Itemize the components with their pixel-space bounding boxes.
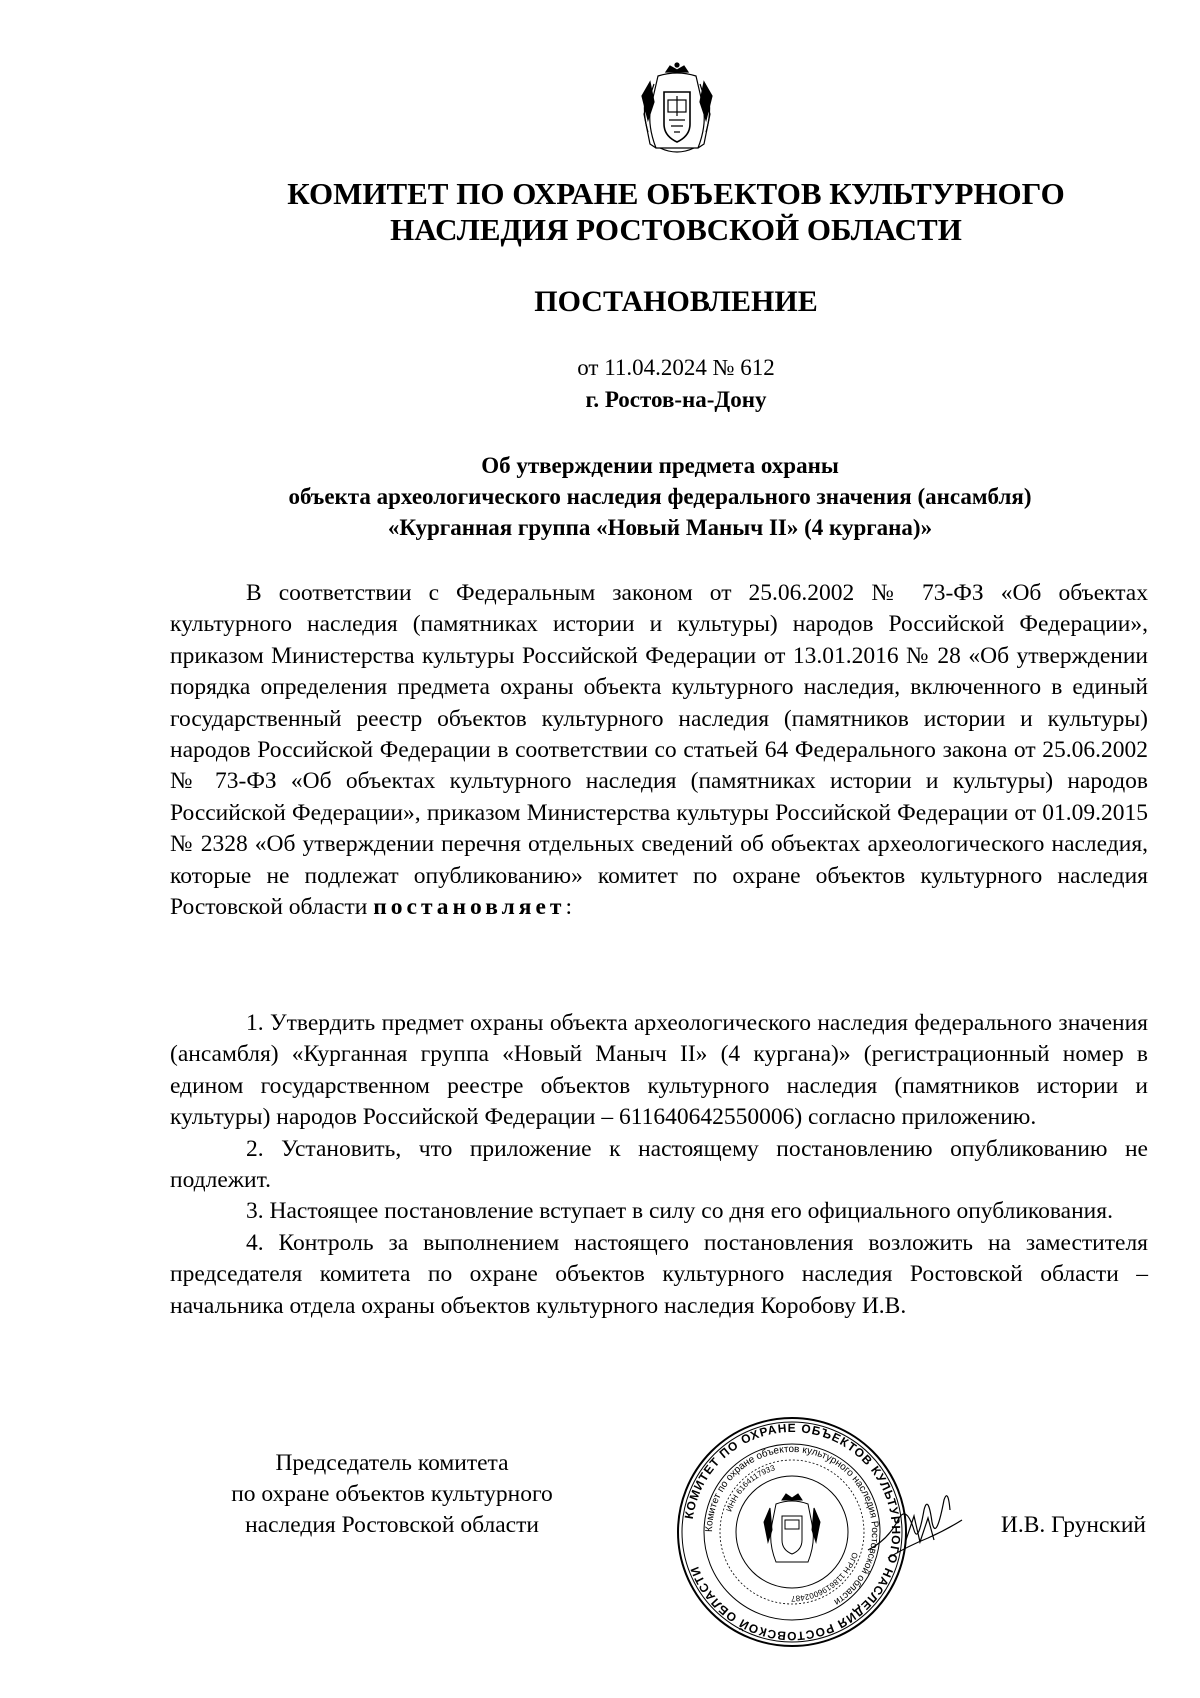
signatory-position-line-2: по охране объектов культурного xyxy=(231,1481,553,1507)
seal-inner-text: Комитет по охране объектов культурного наследия Ростовской области xyxy=(703,1443,881,1608)
preamble-text: В соответствии с Федеральным законом от 25.06.2002 № 73-ФЗ «Об объектах культурного наследия (памятниках истории и культуры) народов Российской Федерации», приказом Министерства культуры Российской Федерации от 13.01.2016 № 28 «Об утверждении порядка определения предмета охраны объекта культурного наследия, включенного в единый государственный реестр объектов культурного наследия (памятников истории и культуры) народов Российской Федерации в соответствии со статьей 64 Федерального закона от 25.06.2002 № 73-ФЗ «Об объектах культурного наследия (памятниках истории и культуры) народов Российской Федерации», приказом Министерства культуры Российской Федерации от 01.09.2015 № 2328 «Об утверждении перечня отдельных сведений об объектах археологического наследия, которые не подлежат опубликованию» комитет по охране объектов культурного наследия Ростовской области xyxy=(170,580,1148,921)
resolution-items xyxy=(170,1008,1148,1322)
seal-outer-text: КОМИТЕТ ПО ОХРАНЕ ОБЪЕКТОВ КУЛЬТУРНОГО НАСЛЕДИЯ РОСТОВСКОЙ ОБЛАСТИ xyxy=(681,1420,904,1644)
organization-name-line-2: НАСЛЕДИЯ РОСТОВСКОЙ ОБЛАСТИ xyxy=(390,212,962,247)
document-title xyxy=(150,450,1170,543)
preamble-colon: : xyxy=(565,894,573,921)
organization-name-line-1: КОМИТЕТ ПО ОХРАНЕ ОБЪЕКТОВ КУЛЬТУРНОГО xyxy=(287,176,1065,211)
seal-inn-text: ИНН 6164117933 xyxy=(724,1463,777,1513)
resolution-item-4: 4. Контроль за выполнением настоящего постановления возложить на заместителя председателя комитета по охране объектов культурного наследия Ростовской области – начальника отдела охраны объектов культурного наследия Коробову И.В. xyxy=(170,1229,1148,1319)
signatory-name: И.В. Грунский xyxy=(1000,1512,1146,1538)
seal-ogrn-text: ОГРН 1186196002487 xyxy=(790,1551,860,1604)
preamble-section xyxy=(170,578,1148,923)
resolves-word: постановляет xyxy=(373,894,566,921)
organization-name xyxy=(250,176,1102,248)
preamble-paragraph xyxy=(170,578,1148,923)
resolution-item-3: 3. Настоящее постановление вступает в силу со дня его официального опубликования. xyxy=(246,1198,1113,1225)
signatory-position-line-1: Председатель комитета xyxy=(275,1450,509,1476)
document-type: ПОСТАНОВЛЕНИЕ xyxy=(534,285,818,318)
signatory-position-line-3: наследия Ростовской области xyxy=(245,1512,539,1538)
svg-text:Комитет по охране объектов кул xyxy=(704,1444,880,1607)
document-title-line-1: Об утверждении предмета охраны xyxy=(481,453,839,478)
document-date-number: от 11.04.2024 № 612 xyxy=(577,355,775,380)
coat-of-arms-icon xyxy=(636,62,718,158)
document-city: г. Ростов-на-Дону xyxy=(585,387,767,412)
resolution-item-2: 2. Установить, что приложение к настоящему постановлению опубликованию не подлежит. xyxy=(170,1135,1148,1194)
signatory-position xyxy=(170,1448,614,1541)
document-title-line-2: объекта археологического наследия федерального значения (ансамбля) xyxy=(288,484,1032,509)
document-title-line-3: «Курганная группа «Новый Маныч II» (4 кургана)» xyxy=(387,515,933,540)
resolution-item-1: 1. Утвердить предмет охраны объекта археологического наследия федерального значения (ансамбля) «Курганная группа «Новый Маныч II» (4 кургана)» (регистрационный номер в едином государственном реестре объектов культурного наследия (памятников истории и культуры) народов Российской Федерации – 611640642550006) согласно приложению. xyxy=(170,1010,1148,1131)
